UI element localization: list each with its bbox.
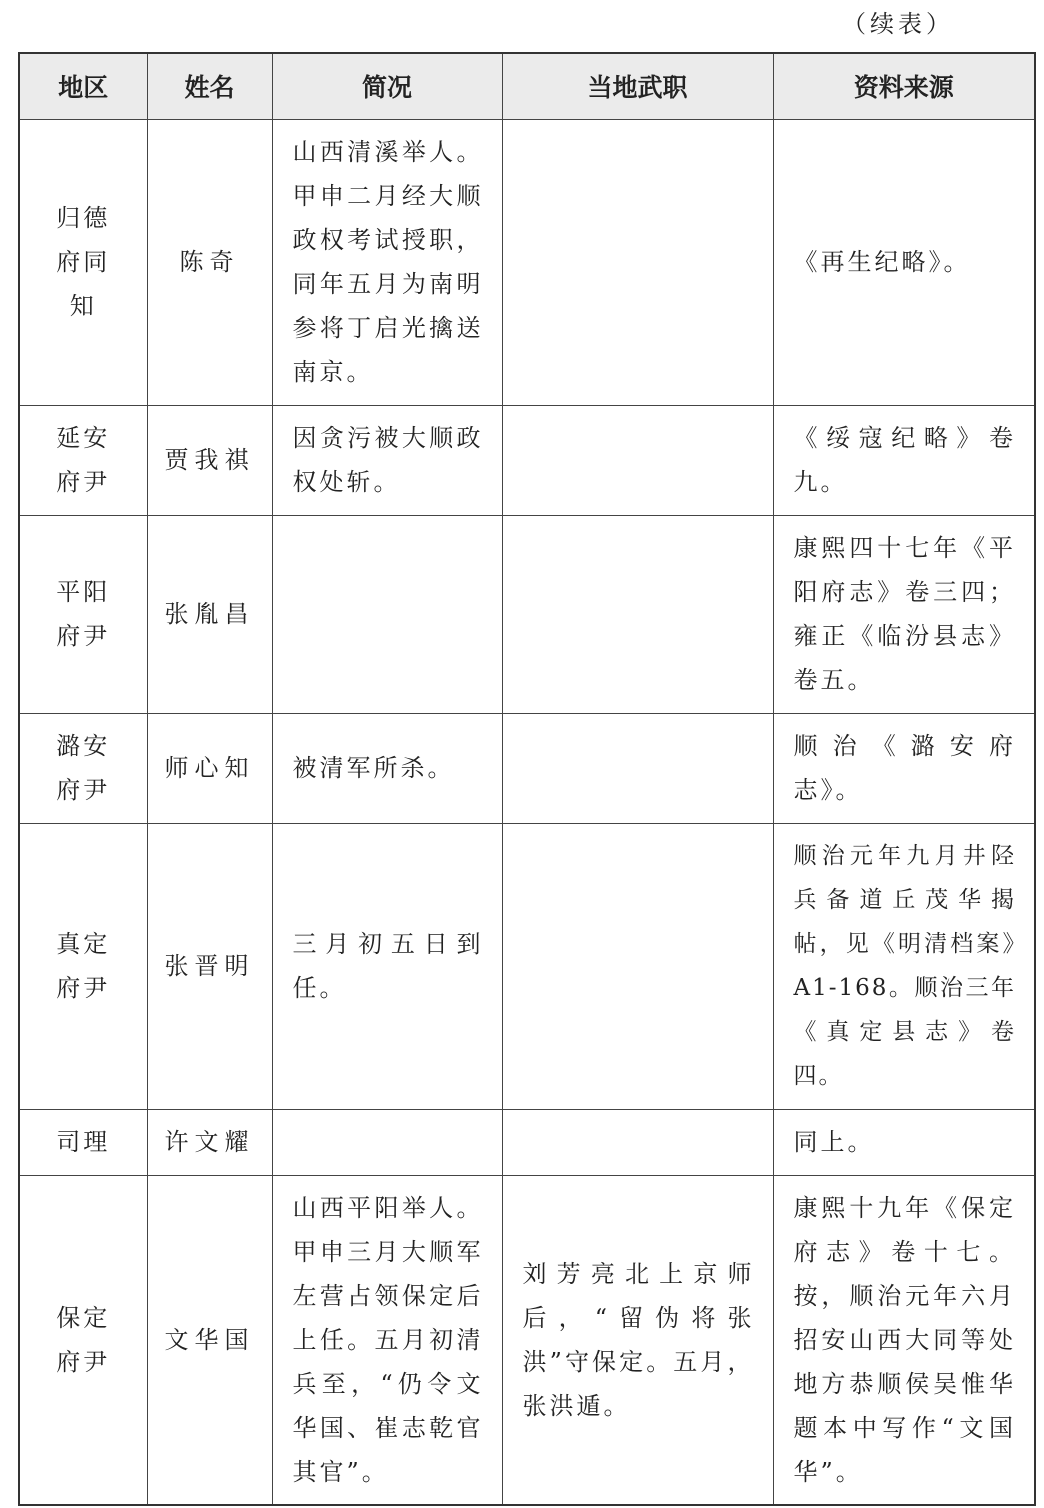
region-cell: 归德府同知 xyxy=(19,119,147,405)
table-row xyxy=(19,515,1035,713)
military-cell: 刘芳亮北上京师后，“留伪将张洪”守保定。五月，张洪遁。 xyxy=(502,1175,773,1505)
table-row xyxy=(19,405,1035,515)
military-cell xyxy=(502,515,773,713)
name-cell: 张晋明 xyxy=(147,823,272,1109)
region-cell: 延安府尹 xyxy=(19,405,147,515)
name-cell: 文华国 xyxy=(147,1175,272,1505)
table-row xyxy=(19,823,1035,1109)
name-cell: 贾我祺 xyxy=(147,405,272,515)
header-summary: 简况 xyxy=(272,53,502,119)
summary-cell xyxy=(272,515,502,713)
region-cell: 真定府尹 xyxy=(19,823,147,1109)
table-row xyxy=(19,713,1035,823)
source-cell: 康熙十九年《保定府志》卷十七。按，顺治元年六月招安山西大同等处地方恭顺侯吴惟华题本中写作“文国华”。 xyxy=(773,1175,1035,1505)
header-name: 姓名 xyxy=(147,53,272,119)
military-cell xyxy=(502,119,773,405)
summary-cell: 山西平阳举人。甲申三月大顺军左营占领保定后上任。五月初清兵至，“仍令文华国、崔志乾官其官”。 xyxy=(272,1175,502,1505)
source-cell: 同上。 xyxy=(773,1109,1035,1175)
region-cell: 潞安府尹 xyxy=(19,713,147,823)
summary-cell: 山西清溪举人。甲申二月经大顺政权考试授职，同年五月为南明参将丁启光擒送南京。 xyxy=(272,119,502,405)
source-cell: 顺治《潞安府志》。 xyxy=(773,713,1035,823)
continued-label: （续表） xyxy=(842,10,954,38)
header-region: 地区 xyxy=(19,53,147,119)
header-row xyxy=(19,53,1035,119)
military-cell xyxy=(502,823,773,1109)
summary-cell: 被清军所杀。 xyxy=(272,713,502,823)
region-cell: 司理 xyxy=(19,1109,147,1175)
header-military: 当地武职 xyxy=(502,53,773,119)
military-cell xyxy=(502,405,773,515)
table-row xyxy=(19,119,1035,405)
source-cell: 康熙四十七年《平阳府志》卷三四；雍正《临汾县志》卷五。 xyxy=(773,515,1035,713)
name-cell: 许文耀 xyxy=(147,1109,272,1175)
summary-cell: 三月初五日到任。 xyxy=(272,823,502,1109)
source-cell: 《再生纪略》。 xyxy=(773,119,1035,405)
name-cell: 陈奇 xyxy=(147,119,272,405)
military-cell xyxy=(502,1109,773,1175)
region-cell: 保定府尹 xyxy=(19,1175,147,1505)
officials-table xyxy=(18,52,1036,1506)
summary-cell xyxy=(272,1109,502,1175)
source-cell: 顺治元年九月井陉兵备道丘茂华揭帖，见《明清档案》A1-168。顺治三年《真定县志》卷四。 xyxy=(773,823,1035,1109)
table-row xyxy=(19,1175,1035,1505)
region-cell: 平阳府尹 xyxy=(19,515,147,713)
source-cell: 《绥寇纪略》卷九。 xyxy=(773,405,1035,515)
summary-cell: 因贪污被大顺政权处斩。 xyxy=(272,405,502,515)
military-cell xyxy=(502,713,773,823)
name-cell: 师心知 xyxy=(147,713,272,823)
name-cell: 张胤昌 xyxy=(147,515,272,713)
header-source: 资料来源 xyxy=(773,53,1035,119)
table-row xyxy=(19,1109,1035,1175)
